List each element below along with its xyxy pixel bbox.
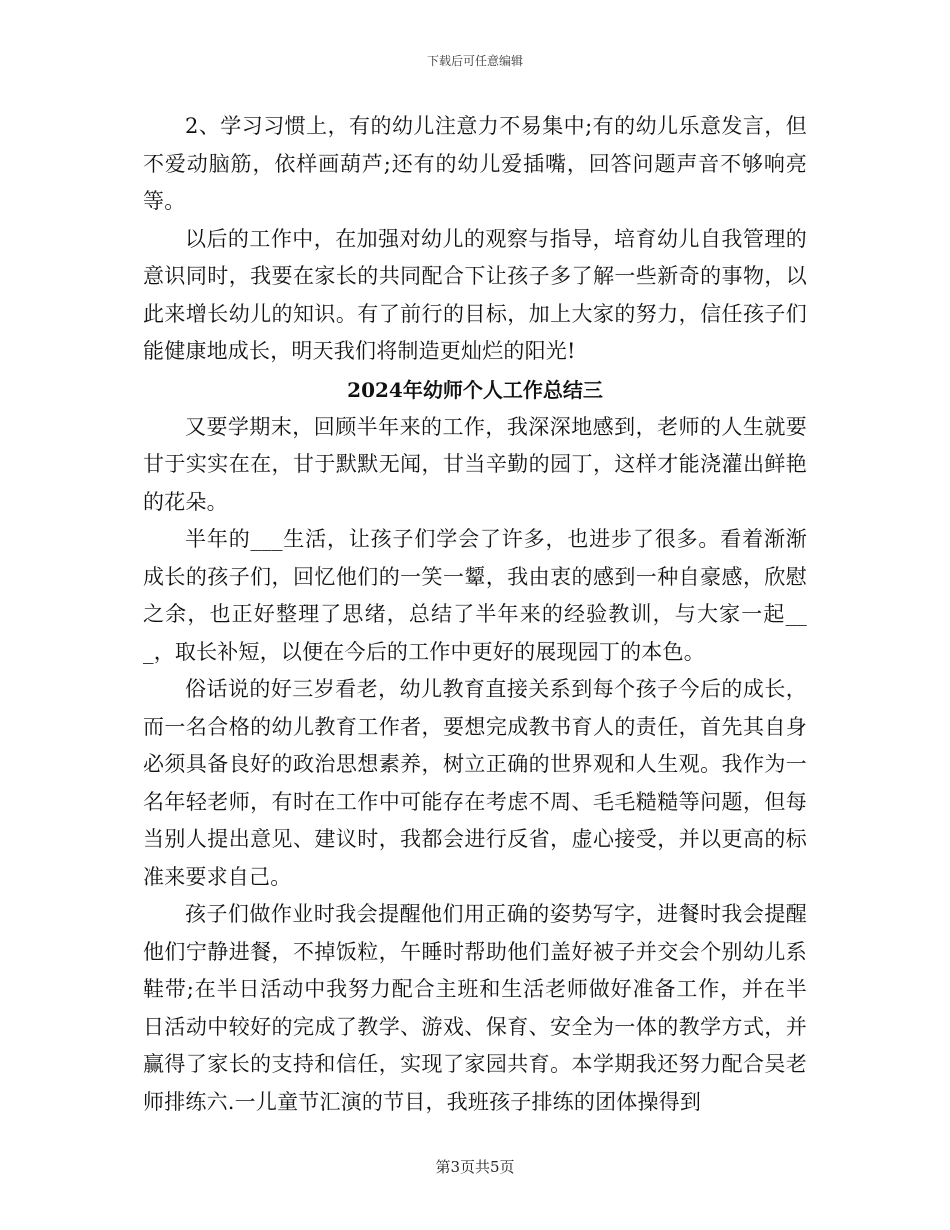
paragraph: 半年的___生活，让孩子们学会了许多，也进步了很多。看着渐渐成长的孩子们，回忆他们的一笑一颦，我由衷的感到一种自豪感，欣慰之余，也正好整理了思绪，总结了半年来的经验教训，与大家一起___，取长补短，以便在今后的工作中更好的展现园丁的本色。 bbox=[143, 527, 807, 664]
page-header: 下载后可任意编辑 bbox=[426, 54, 523, 68]
paragraph: 以后的工作中，在加强对幼儿的观察与指导，培育幼儿自我管理的意识同时，我要在家长的共同配合下让孩子多了解一些新奇的事物，以此来增长幼儿的知识。有了前行的目标，加上大家的努力，信任孩子们能健康地成长，明天我们将制造更灿烂的阳光! bbox=[143, 226, 807, 363]
page-number: 第3页共5页 bbox=[435, 1158, 515, 1176]
paragraph: 孩子们做作业时我会提醒他们用正确的姿势写字，进餐时我会提醒他们宁静进餐，不掉饭粒，午睡时帮助他们盖好被子并交会个别幼儿系鞋带;在半日活动中我努力配合主班和生活老师做好准备工作，并在半日活动中较好的完成了教学、游戏、保育、安全为一体的教学方式，并赢得了家长的支持和信任，实现了家园共育。本学期我还努力配合吴老师排练六.一儿童节汇演的节目，我班孩子排练的团体操得到 bbox=[143, 902, 807, 1114]
section-title: 2024年幼师个人工作总结三 bbox=[347, 377, 603, 402]
paragraph: 2、学习习惯上，有的幼儿注意力不易集中;有的幼儿乐意发言，但不爱动脑筋，依样画葫芦;还有的幼儿爱插嘴，回答问题声音不够响亮等。 bbox=[143, 114, 807, 213]
document-body bbox=[143, 108, 807, 1121]
paragraph: 俗话说的好三岁看老，幼儿教育直接关系到每个孩子今后的成长，而一名合格的幼儿教育工作者，要想完成教书育人的责任，首先其自身必须具备良好的政治思想素养，树立正确的世界观和人生观。我作为一名年轻老师，有时在工作中可能存在考虑不周、毛毛糙糙等问题，但每当别人提出意见、建议时，我都会进行反省，虚心接受，并以更高的标准来要求自己。 bbox=[143, 677, 807, 889]
paragraph: 又要学期末，回顾半年来的工作，我深深地感到，老师的人生就要甘于实实在在，甘于默默无闻，甘当辛勤的园丁，这样才能浇灌出鲜艳的花朵。 bbox=[143, 414, 807, 514]
